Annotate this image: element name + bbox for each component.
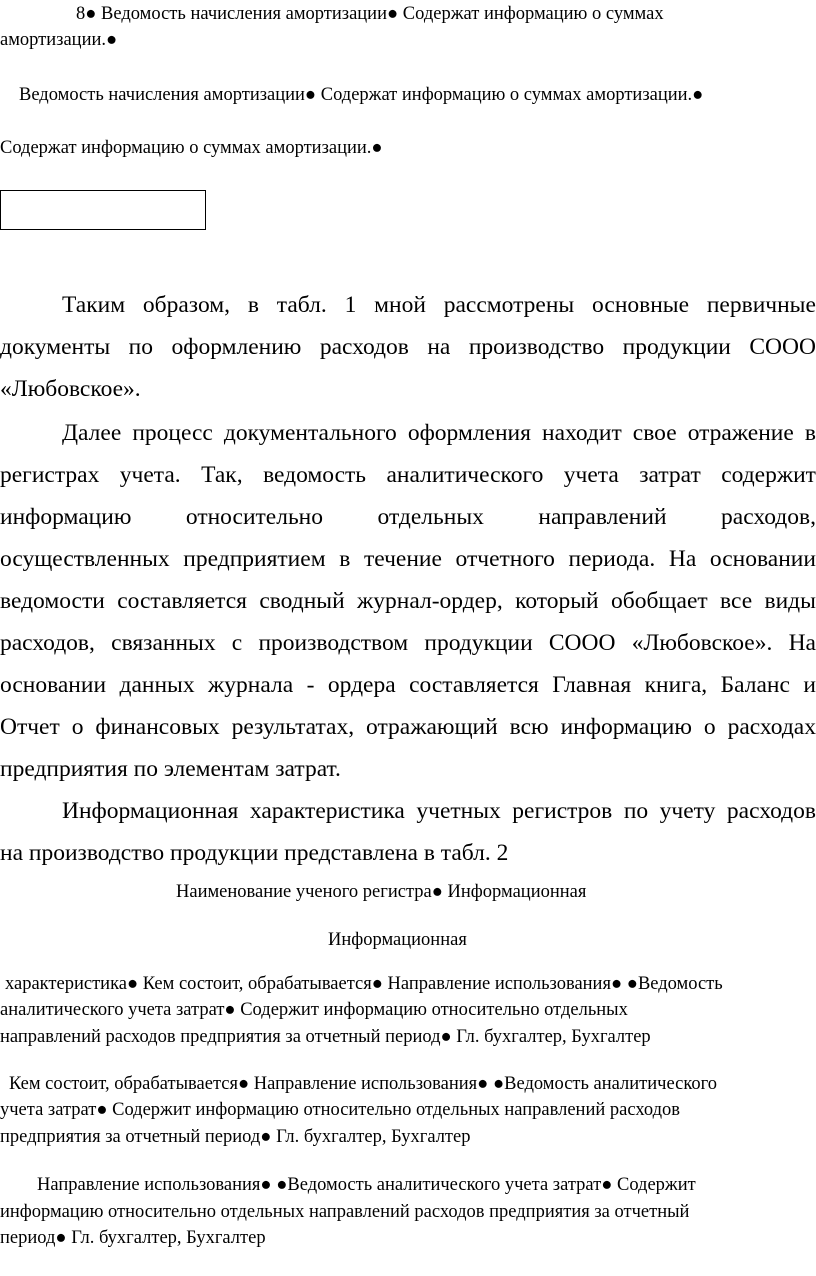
word: направлений	[538, 504, 667, 530]
word: отдельных	[377, 504, 484, 530]
word: учета	[563, 462, 619, 488]
table-block-1-line-2: аналитического учета затрат● Содержит информацию относительно отдельных	[0, 1000, 628, 1020]
word: характеристика	[249, 798, 405, 824]
word: относительно	[185, 504, 323, 530]
word: Таким	[62, 292, 126, 318]
word: отражение	[687, 420, 794, 446]
word: находит	[542, 420, 622, 446]
word: На	[668, 546, 697, 572]
p3-line-2: на производство продукции представлена в табл. 2	[0, 840, 509, 866]
word: табл.	[276, 292, 327, 318]
fragment-1-line-2: амортизации.●	[0, 30, 118, 50]
word: с	[231, 630, 243, 656]
word: свое	[632, 420, 677, 446]
word: регистров	[512, 798, 613, 824]
table-block-1-line-1: характеристика● Кем состоит, обрабатывается● Направление использования● ●Ведомость	[5, 974, 723, 994]
p2-line-6	[0, 630, 816, 657]
word: Информационная	[62, 798, 239, 824]
word: основании	[709, 546, 816, 572]
word: книга,	[644, 672, 708, 698]
word: всю	[509, 714, 549, 740]
p2-line-4	[0, 546, 816, 573]
word: СООО	[749, 334, 816, 360]
word: Главная	[552, 672, 632, 698]
word: аналитического	[386, 462, 544, 488]
word: Баланс	[720, 672, 790, 698]
p2-line-8	[0, 714, 816, 741]
word: отражающий	[366, 714, 498, 740]
word: ведомость	[263, 462, 367, 488]
p2-line-9: предприятия по элементам затрат.	[0, 756, 341, 782]
word: производство	[468, 334, 605, 360]
word: журнал-ордер,	[357, 588, 503, 614]
p2-line-3	[0, 504, 816, 531]
word: учету	[659, 798, 716, 824]
word: оформления	[407, 420, 531, 446]
fragment-1-line-1: 8● Ведомость начисления амортизации● Содержат информацию о суммах	[76, 4, 664, 24]
word: Отчет	[0, 714, 60, 740]
word: результатах,	[231, 714, 355, 740]
word: ведомости	[0, 588, 105, 614]
word: расходах	[727, 714, 816, 740]
word: продукции	[622, 334, 731, 360]
word: периода.	[568, 546, 656, 572]
p3-line-1	[62, 798, 816, 825]
word: информацию	[0, 504, 132, 530]
word: финансовых	[95, 714, 220, 740]
word: данных	[119, 672, 195, 698]
word: по	[623, 798, 649, 824]
word: ордера	[327, 672, 396, 698]
table-block-2-line-1: Кем состоит, обрабатывается● Направление использования● ●Ведомость аналитического	[9, 1074, 718, 1094]
word: в	[247, 292, 259, 318]
word: в	[804, 420, 816, 446]
word: рассмотрены	[443, 292, 575, 318]
table-heading-1: Наименование ученого регистра● Информационная	[176, 882, 587, 902]
word: предприятием	[183, 546, 326, 572]
fragment-3: Содержат информацию о суммах амортизации.●	[0, 138, 383, 158]
word: расходов,	[0, 630, 95, 656]
table-heading-2: Информационная	[328, 930, 467, 950]
word: Так,	[201, 462, 243, 488]
word: -	[306, 672, 315, 698]
word: по	[128, 334, 153, 360]
word: и	[803, 672, 816, 698]
word: расходов,	[721, 504, 816, 530]
table-block-1-line-3: направлений расходов предприятия за отчетный период● Гл. бухгалтер, Бухгалтер	[0, 1027, 651, 1047]
word: обобщает	[611, 588, 708, 614]
word: журнала	[208, 672, 294, 698]
word: продукции	[424, 630, 533, 656]
word: информацию	[560, 714, 692, 740]
word: процесс	[132, 420, 213, 446]
word: учетных	[416, 798, 501, 824]
word: основании	[0, 672, 107, 698]
word: отчетного	[455, 546, 555, 572]
p2-line-7	[0, 672, 816, 699]
empty-box	[0, 190, 206, 230]
table-block-2-line-3: предприятия за отчетный период● Гл. бухгалтер, Бухгалтер	[0, 1127, 471, 1147]
word: осуществленных	[0, 546, 170, 572]
word: виды	[764, 588, 816, 614]
word: образом,	[142, 292, 230, 318]
table-block-2-line-2: учета затрат● Содержит информацию относительно отдельных направлений расходов	[0, 1100, 680, 1120]
word: документального	[223, 420, 397, 446]
word: 1	[344, 292, 357, 318]
word: СООО	[548, 630, 616, 656]
word: основные	[592, 292, 690, 318]
word: содержит	[721, 462, 816, 488]
table-block-3-line-1: Направление использования● ●Ведомость аналитического учета затрат● Содержит	[37, 1175, 696, 1195]
word: на	[427, 334, 451, 360]
word: На	[788, 630, 816, 656]
word: расходов	[726, 798, 816, 824]
p1-line-1	[62, 292, 816, 319]
word: сводный	[259, 588, 345, 614]
word: учета.	[119, 462, 181, 488]
p1-line-3: «Любовское».	[0, 376, 141, 402]
fragment-2: Ведомость начисления амортизации● Содержат информацию о суммах амортизации.●	[19, 85, 704, 105]
table-block-3-line-3: период● Гл. бухгалтер, Бухгалтер	[0, 1228, 266, 1248]
word: мной	[374, 292, 426, 318]
word: документы	[0, 334, 111, 360]
word: о	[71, 714, 84, 740]
word: оформлению	[171, 334, 302, 360]
word: о	[703, 714, 716, 740]
word: составляется	[409, 672, 539, 698]
word: в	[339, 546, 351, 572]
word: расходов	[319, 334, 409, 360]
word: течение	[363, 546, 442, 572]
word: все	[720, 588, 753, 614]
table-block-3-line-2: информацию относительно отдельных направлений расходов предприятия за отчетный	[0, 1202, 690, 1222]
word: который	[515, 588, 599, 614]
word: составляется	[117, 588, 247, 614]
word: связанных	[111, 630, 216, 656]
word: затрат	[639, 462, 701, 488]
p2-line-2	[0, 462, 816, 489]
word: производством	[258, 630, 409, 656]
word: Далее	[62, 420, 122, 446]
p2-line-5	[0, 588, 816, 615]
p2-line-1	[62, 420, 816, 447]
p1-line-2	[0, 334, 816, 361]
word: регистрах	[0, 462, 100, 488]
word: первичные	[706, 292, 816, 318]
word: «Любовское».	[631, 630, 773, 656]
